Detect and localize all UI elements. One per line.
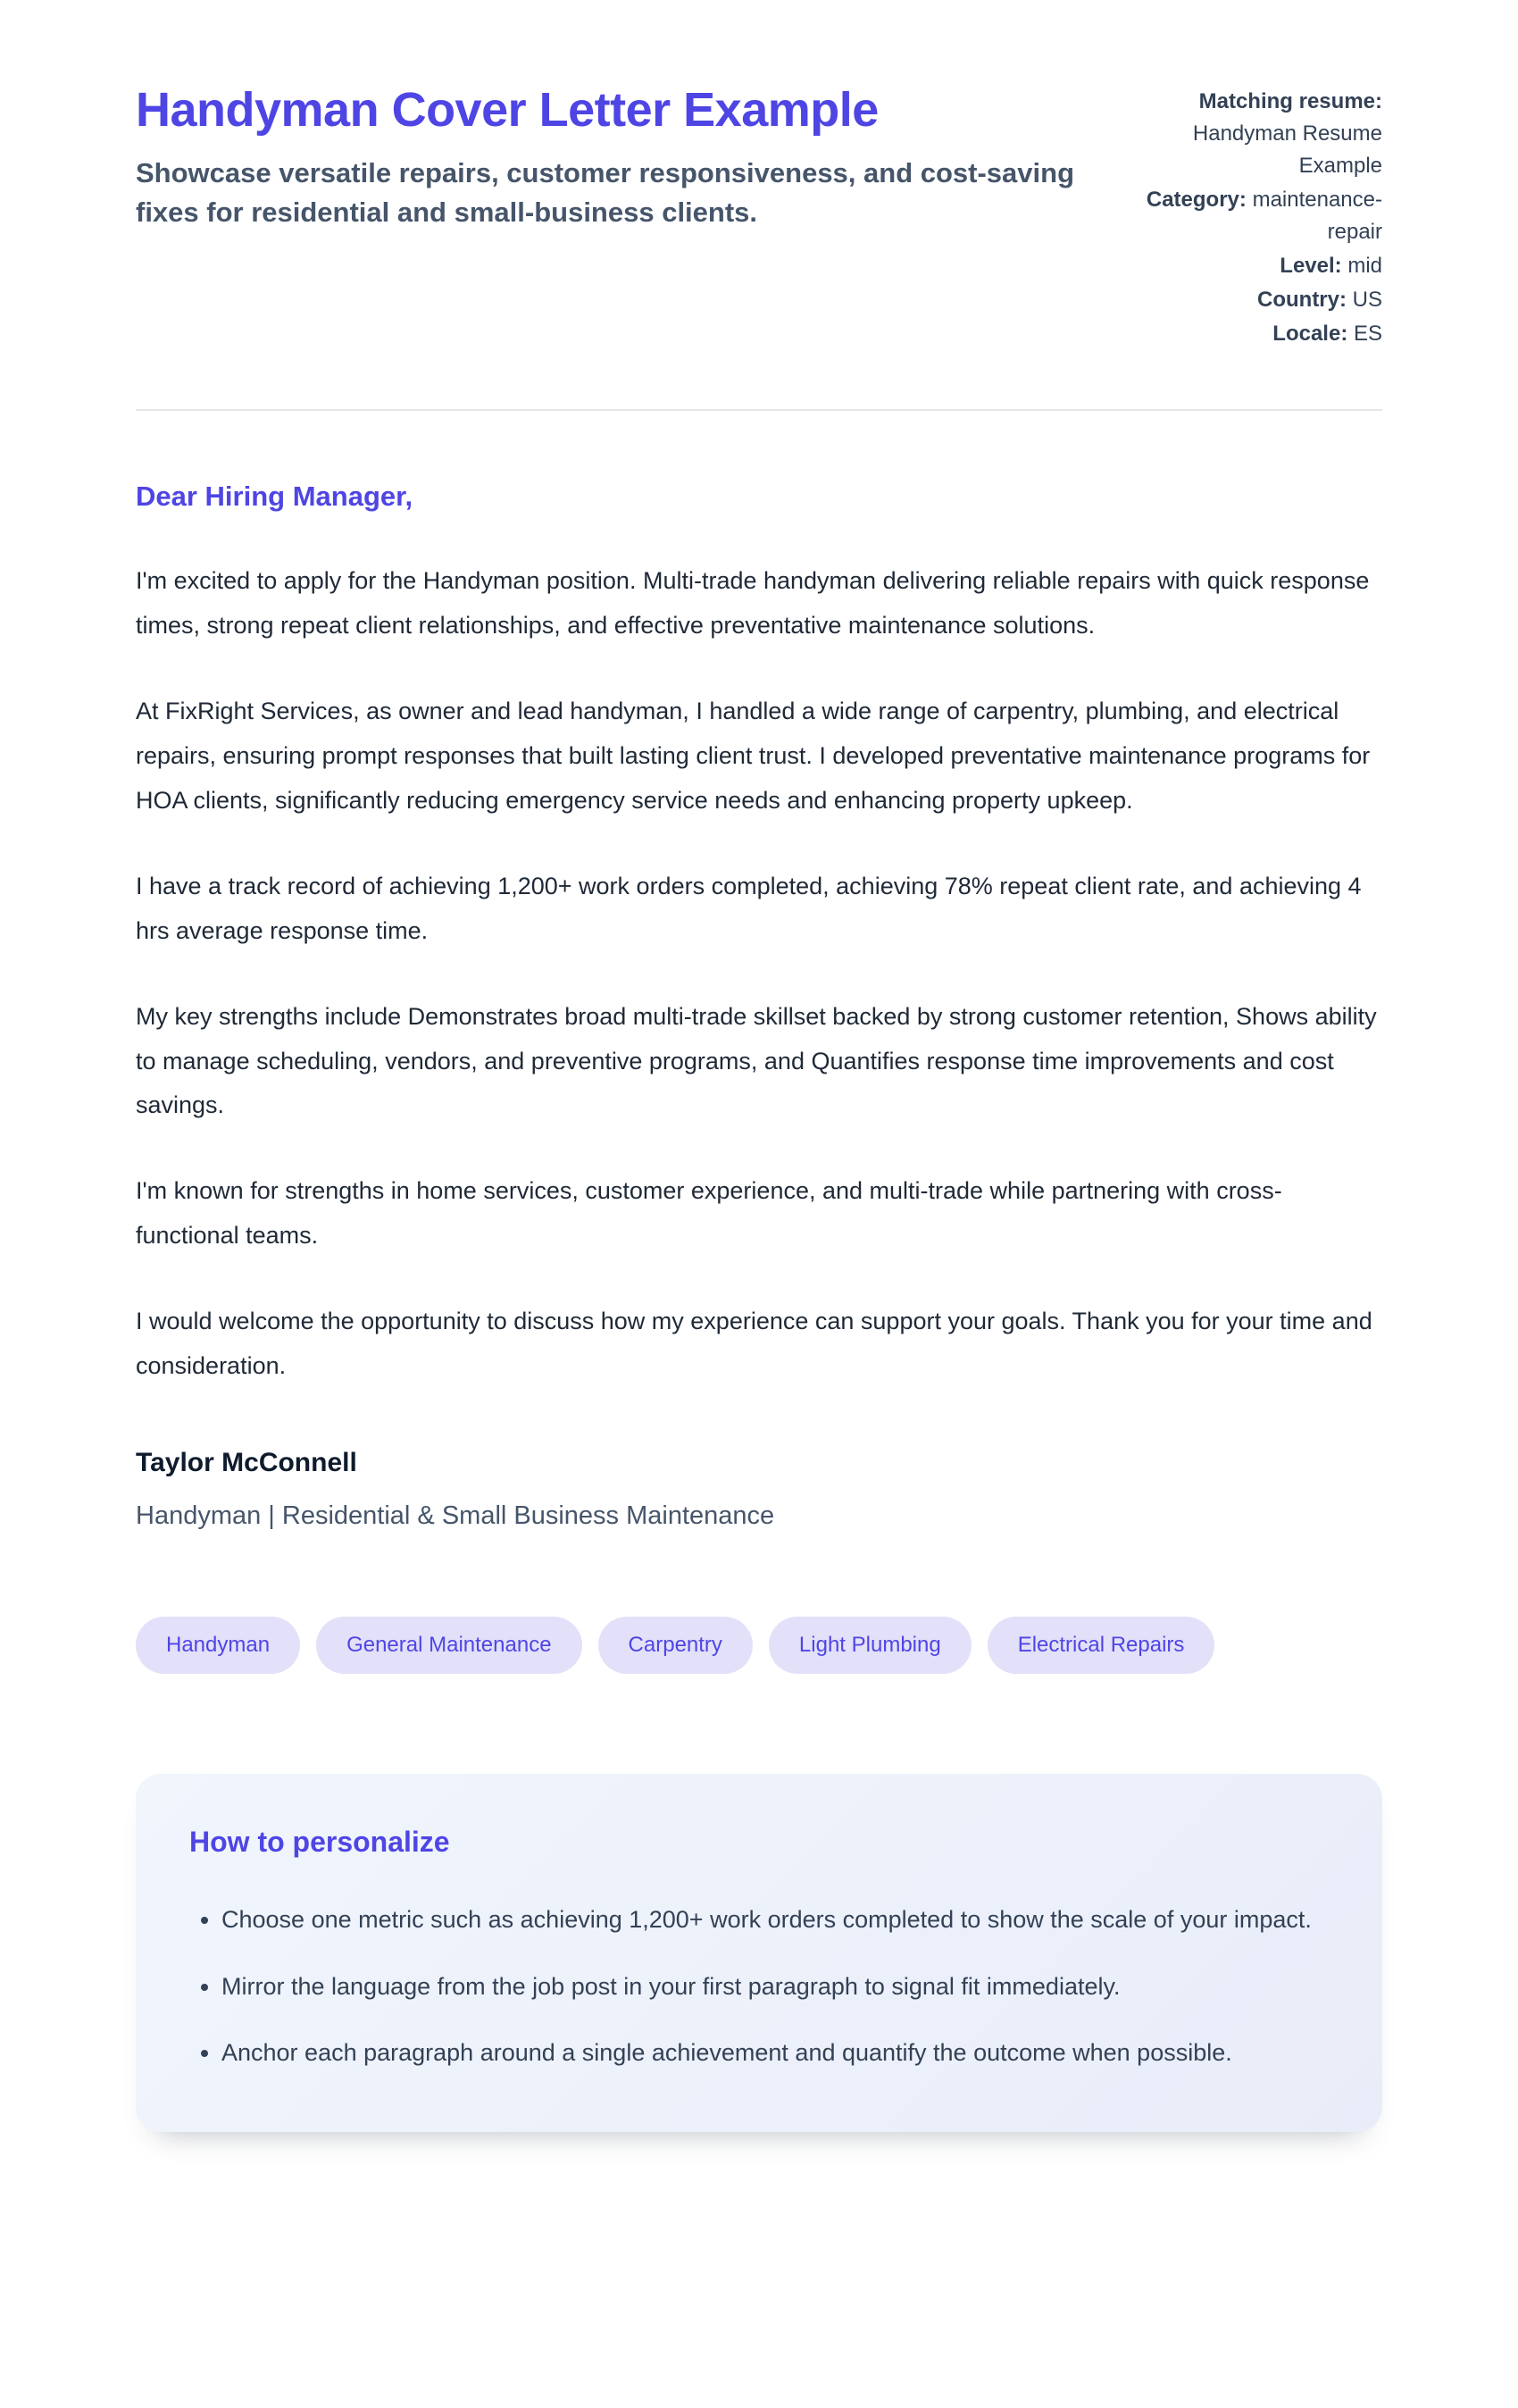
page-subtitle: Showcase versatile repairs, customer responsiveness, and cost-saving fixes for residential and small-business clients. xyxy=(136,157,1075,229)
meta-country-value: US xyxy=(1352,288,1382,312)
letter-paragraph-1: I'm excited to apply for the Handyman position. Multi-trade handyman delivering reliable repairs with quick response times, strong repeat client relationships, and effective preventative maintenance solutions. xyxy=(136,567,1370,639)
personalize-tip-1: • Choose one metric such as achieving 1,200+ work orders completed to show the scale of your impact. xyxy=(221,1898,1329,1942)
signature-role: Handyman | Residential & Small Business Maintenance xyxy=(136,1501,775,1531)
meta-category xyxy=(1143,184,1382,248)
personalize-tip-list xyxy=(189,1898,1329,2075)
how-to-personalize-box xyxy=(136,1774,1382,2132)
meta-level xyxy=(1143,250,1382,282)
meta-country xyxy=(1143,284,1382,316)
meta-category-label: Category: xyxy=(1146,188,1247,212)
meta-category-value: maintenance-repair xyxy=(1252,188,1382,244)
header-text-block xyxy=(136,82,1082,232)
letter-paragraph-2: At FixRight Services, as owner and lead handyman, I handled a wide range of carpentry, plumbing, and electrical repairs, ensuring prompt responses that built lasting client trust. I developed preventative maintenance programs for HOA clients, significantly reducing emergency service needs and enhancing property upkeep. xyxy=(136,697,1371,814)
personalize-tip-3: • Anchor each paragraph around a single achievement and quantify the outcome when possible. xyxy=(221,2031,1329,2075)
personalize-heading: How to personalize xyxy=(189,1826,450,1859)
meta-matching-resume xyxy=(1143,86,1382,182)
letter-paragraph-5: I'm known for strengths in home services, customer experience, and multi-trade while partnering with cross-functional teams. xyxy=(136,1177,1282,1250)
signature-name: Taylor McConnell xyxy=(136,1448,357,1478)
letter-paragraph-6: I would welcome the opportunity to discuss how my experience can support your goals. Thank you for your time and consideration. xyxy=(136,1308,1372,1380)
header xyxy=(136,82,1382,352)
letter-greeting: Dear Hiring Manager, xyxy=(136,481,413,512)
cover-letter-body xyxy=(136,481,1382,2132)
tag-light-plumbing[interactable]: Light Plumbing xyxy=(769,1617,972,1674)
meta-locale-label: Locale: xyxy=(1272,322,1348,346)
meta-matching-resume-value: Handyman Resume Example xyxy=(1192,121,1382,178)
meta-locale xyxy=(1143,318,1382,350)
signature-block xyxy=(136,1448,1382,1531)
resume-meta-panel xyxy=(1143,82,1382,352)
header-divider xyxy=(136,409,1382,411)
meta-level-value: mid xyxy=(1347,254,1382,278)
tag-general-maintenance[interactable]: General Maintenance xyxy=(316,1617,581,1674)
letter-paragraph-4: My key strengths include Demonstrates broad multi-trade skillset backed by strong customer retention, Shows ability to manage scheduling, vendors, and preventive programs, and Quantifies response time improvements and cost savings. xyxy=(136,1002,1377,1119)
skill-tags xyxy=(136,1617,1382,1674)
meta-level-label: Level: xyxy=(1280,254,1342,278)
tag-carpentry[interactable]: Carpentry xyxy=(598,1617,753,1674)
tag-electrical-repairs[interactable]: Electrical Repairs xyxy=(988,1617,1215,1674)
meta-matching-resume-label: Matching resume: xyxy=(1198,89,1382,113)
personalize-tip-2: • Mirror the language from the job post in your first paragraph to signal fit immediately. xyxy=(221,1965,1329,2009)
meta-locale-value: ES xyxy=(1353,322,1382,346)
tag-handyman[interactable]: Handyman xyxy=(136,1617,300,1674)
letter-paragraph-3: I have a track record of achieving 1,200+ work orders completed, achieving 78% repeat client rate, and achieving 4 hrs average response time. xyxy=(136,872,1362,944)
page-title: Handyman Cover Letter Example xyxy=(136,83,879,137)
meta-country-label: Country: xyxy=(1257,288,1347,312)
